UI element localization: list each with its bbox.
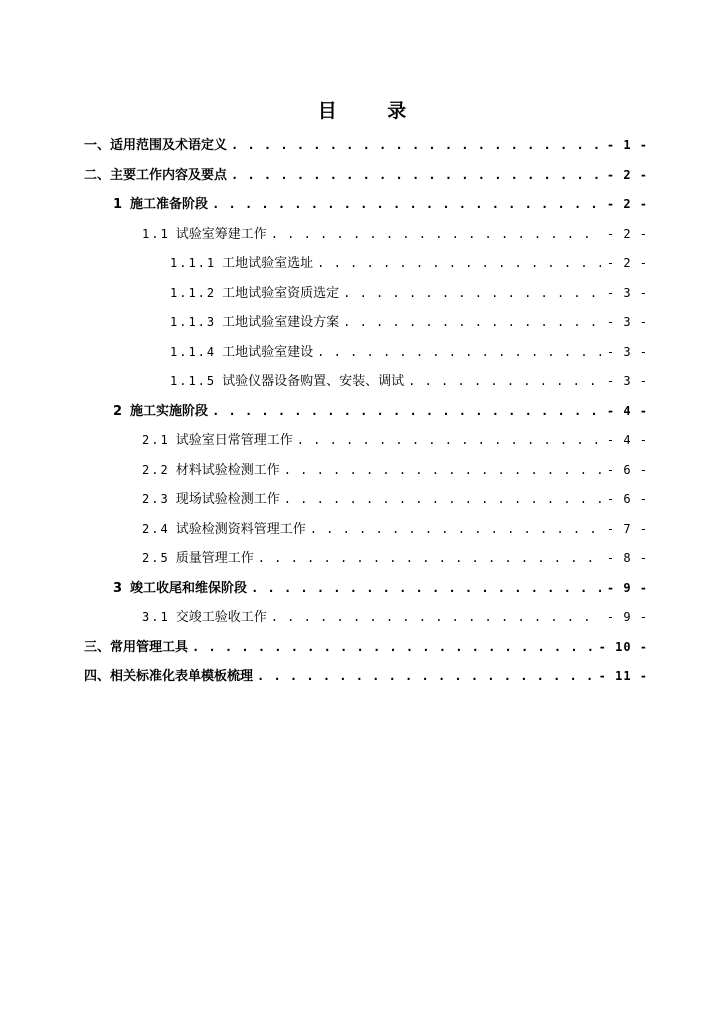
toc-entry[interactable] xyxy=(84,161,648,189)
toc-page-number: - 6 - xyxy=(606,462,648,477)
toc-entry[interactable] xyxy=(142,515,648,543)
dot-leader xyxy=(297,426,601,454)
toc-entry-label: 竣工收尾和维保阶段 xyxy=(130,580,248,596)
dot-leader xyxy=(310,515,601,543)
toc-title: 目 录 xyxy=(317,100,429,122)
toc-entry-label: 二、主要工作内容及要点 xyxy=(84,167,228,183)
dot-leader xyxy=(231,161,601,189)
toc-entry-label: 工地试验室资质选定 xyxy=(222,285,340,301)
toc-entry[interactable] xyxy=(142,485,648,513)
toc-page-number: - 2 - xyxy=(606,226,648,241)
toc-entry[interactable] xyxy=(84,131,648,159)
toc-entry-number: 1.1.2 xyxy=(170,285,217,300)
toc-entry-label: 试验仪器设备购置、安装、调试 xyxy=(222,374,405,389)
toc-entry-label: 四、相关标准化表单模板梳理 xyxy=(84,669,254,684)
toc-entry-label: 试验室日常管理工作 xyxy=(175,433,293,448)
toc-page-number: - 2 - xyxy=(606,167,648,182)
toc-entry[interactable] xyxy=(142,603,648,631)
toc-entry-label: 试验检测资料管理工作 xyxy=(175,521,306,537)
toc-entry[interactable] xyxy=(113,190,648,218)
toc-entry[interactable] xyxy=(170,308,648,336)
dot-leader xyxy=(284,485,601,513)
toc-page-number: - 1 - xyxy=(606,138,648,152)
toc-page-number: - 2 - xyxy=(606,256,648,270)
dot-leader xyxy=(258,544,601,572)
toc-entry-number: 3 xyxy=(113,580,123,596)
toc-entry-number: 2.2 xyxy=(142,462,170,477)
toc-page-number: - 8 - xyxy=(606,551,648,565)
toc-entry-number: 1.1.5 xyxy=(170,374,217,388)
toc-page-number: - 6 - xyxy=(606,492,648,506)
toc-entry-number: 1.1.4 xyxy=(170,344,217,359)
toc-entry[interactable] xyxy=(170,279,648,307)
dot-leader xyxy=(212,190,601,218)
dot-leader xyxy=(251,574,601,602)
toc-entry-number: 2 xyxy=(113,403,123,419)
toc-entry[interactable] xyxy=(170,249,648,277)
toc-entry[interactable] xyxy=(142,544,648,572)
toc-entry[interactable] xyxy=(142,220,648,248)
toc-page-number: - 3 - xyxy=(606,374,648,388)
dot-leader xyxy=(192,633,593,661)
dot-leader xyxy=(271,603,601,631)
toc-entry-number: 2.3 xyxy=(142,492,170,506)
toc-entry-label: 一、适用范围及术语定义 xyxy=(84,138,228,153)
toc-page-number: - 4 - xyxy=(606,433,648,447)
toc-entry-number: 2.4 xyxy=(142,521,170,536)
toc-entry-label: 现场试验检测工作 xyxy=(175,492,280,507)
toc-entry-label: 试验室筹建工作 xyxy=(175,226,267,242)
dot-leader xyxy=(408,367,601,395)
dot-leader xyxy=(231,131,601,159)
toc-page-number: - 3 - xyxy=(606,315,648,329)
dot-leader xyxy=(212,397,601,425)
dot-leader xyxy=(317,249,601,277)
toc-entry-number: 1.1.1 xyxy=(170,256,217,270)
toc-entry-number: 1 xyxy=(113,197,123,212)
toc-entry-label: 施工准备阶段 xyxy=(130,197,209,212)
toc-entry[interactable] xyxy=(142,426,648,454)
dot-leader xyxy=(343,308,601,336)
dot-leader xyxy=(284,456,601,484)
toc-entry-number: 1.1.3 xyxy=(170,315,217,329)
toc-page-number: - 3 - xyxy=(606,285,648,300)
toc-page-number: - 10 - xyxy=(598,639,648,654)
toc-page-number: - 9 - xyxy=(606,610,648,624)
toc-entry[interactable] xyxy=(142,456,648,484)
toc-entry-number: 2.1 xyxy=(142,433,170,447)
toc-entry-label: 工地试验室建设 xyxy=(222,344,314,360)
toc-entry[interactable] xyxy=(170,367,648,395)
toc-entry-label: 施工实施阶段 xyxy=(130,403,209,419)
toc-entry-label: 工地试验室建设方案 xyxy=(222,315,340,330)
toc-page-number: - 9 - xyxy=(606,580,648,595)
toc-entry-number: 3.1 xyxy=(142,610,170,624)
toc-page-number: - 4 - xyxy=(606,403,648,418)
toc-entry-label: 三、常用管理工具 xyxy=(84,639,189,655)
toc-page-number: - 7 - xyxy=(606,521,648,536)
dot-leader xyxy=(271,220,601,248)
toc-page-number: - 3 - xyxy=(606,344,648,359)
dot-leader xyxy=(257,662,593,690)
toc-entry[interactable] xyxy=(113,397,648,425)
toc-entry-label: 交竣工验收工作 xyxy=(175,610,267,625)
toc-entry-label: 工地试验室选址 xyxy=(222,256,314,271)
toc-entry[interactable] xyxy=(84,633,648,661)
dot-leader xyxy=(317,338,601,366)
toc-page-number: - 2 - xyxy=(606,197,648,211)
dot-leader xyxy=(343,279,601,307)
toc-entry[interactable] xyxy=(170,338,648,366)
toc-page-number: - 11 - xyxy=(598,669,648,683)
toc-entry-label: 质量管理工作 xyxy=(175,551,254,566)
toc-entry-label: 材料试验检测工作 xyxy=(175,462,280,478)
toc-entry-number: 1.1 xyxy=(142,226,170,241)
toc-entry-number: 2.5 xyxy=(142,551,170,565)
toc-entry[interactable] xyxy=(113,574,648,602)
toc-entry[interactable] xyxy=(84,662,648,690)
